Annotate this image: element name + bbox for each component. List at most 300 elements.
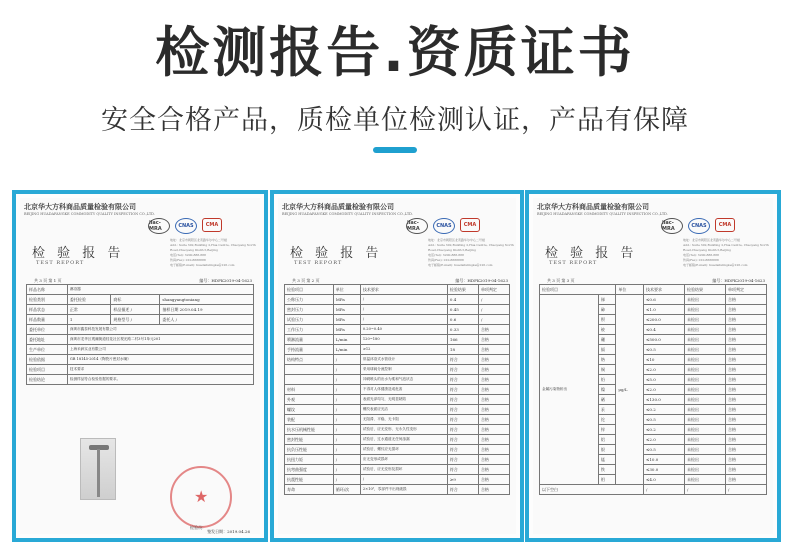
address-line: 电话(Tel): 3200-888-888 bbox=[683, 253, 719, 257]
table-cell: 合格 bbox=[478, 365, 509, 375]
table-cell: 符合 bbox=[447, 395, 478, 405]
table-cell: 合格 bbox=[478, 345, 509, 355]
table-cell: 技术要求 bbox=[644, 285, 685, 295]
table-cell: 未检出 bbox=[685, 405, 726, 415]
table-cell: 未检出 bbox=[685, 355, 726, 365]
table-cell: ≤10.0 bbox=[644, 455, 685, 465]
table-cell: 0.45 bbox=[447, 305, 478, 315]
page-number: 共 3 页 第 2 页 bbox=[292, 278, 320, 283]
address-line: 传真(Fax): 010-8888888 bbox=[170, 258, 206, 262]
table-cell: 166 bbox=[447, 335, 478, 345]
table-row bbox=[27, 335, 254, 345]
cma-logo: CMA bbox=[460, 218, 480, 232]
address-line: 传真(Fax): 010-8888888 bbox=[683, 258, 719, 262]
table-cell: 符合 bbox=[447, 415, 478, 425]
table-cell: 未检出 bbox=[685, 295, 726, 305]
address-line: 地址：北京市朝阳区北苑路华尔中心二号楼 bbox=[428, 238, 486, 242]
table-cell: 合格 bbox=[725, 455, 766, 465]
table-cell: 试验后，螺纹应无损坏 bbox=[360, 445, 447, 455]
table-cell: 抽样日期 2019.04.19 bbox=[160, 305, 254, 315]
table-cell: 合格 bbox=[725, 445, 766, 455]
table-cell: 采用球阀分流控制 bbox=[360, 365, 447, 375]
table-cell: 砷 bbox=[598, 305, 616, 315]
table-cell: 检验依据 bbox=[27, 355, 68, 365]
report-title-en: TEST REPORT bbox=[294, 260, 343, 266]
table-cell: 0.33 bbox=[447, 325, 478, 335]
table-cell: 生产单位 bbox=[27, 345, 68, 355]
table-cell: 铅 bbox=[598, 375, 616, 385]
table-cell: / bbox=[333, 365, 360, 375]
table-cell: 银 bbox=[598, 445, 616, 455]
report-document bbox=[20, 198, 260, 534]
table-cell: / bbox=[725, 485, 766, 495]
table-cell: 符合 bbox=[447, 455, 478, 465]
table-cell: 合格 bbox=[725, 345, 766, 355]
table-cell: 抗弯曲强度 bbox=[285, 465, 334, 475]
shower-rod-shape bbox=[97, 449, 100, 497]
table-cell: MPa bbox=[333, 325, 360, 335]
table-cell: / bbox=[360, 305, 447, 315]
table-cell: 锌 bbox=[598, 425, 616, 435]
cert-logos bbox=[406, 218, 480, 234]
cert-logos bbox=[661, 218, 735, 234]
table-cell: 0.20~0.40 bbox=[360, 325, 447, 335]
table-cell: ≤30.0 bbox=[644, 465, 685, 475]
table-cell: 0.6 bbox=[447, 315, 478, 325]
report-table bbox=[539, 284, 767, 495]
table-cell: 未检出 bbox=[685, 375, 726, 385]
table-cell: / bbox=[333, 355, 360, 365]
report-title-en: TEST REPORT bbox=[36, 260, 85, 266]
table-cell: 单项判定 bbox=[725, 285, 766, 295]
table-cell: 试验后，应无变形、无永久性变形 bbox=[360, 425, 447, 435]
table-row bbox=[540, 485, 767, 495]
address-line: 电子邮箱(E-mail): huadahxlingke@126.com bbox=[170, 263, 235, 267]
table-cell: 硒 bbox=[598, 395, 616, 405]
table-cell: ≥12 bbox=[360, 345, 447, 355]
table-cell: 铬 bbox=[598, 355, 616, 365]
org-name-en: BEIJING HUADAFANGKE COMMODITY QUALITY INSPECTION CO.,LTD. bbox=[282, 212, 413, 216]
table-cell: 未检出 bbox=[685, 435, 726, 445]
table-cell: shangyangtoniang bbox=[160, 295, 254, 305]
table-cell: 样品状态 bbox=[27, 305, 68, 315]
table-cell: 外观 bbox=[285, 395, 334, 405]
table-cell: 合格 bbox=[725, 465, 766, 475]
table-cell: / bbox=[333, 445, 360, 455]
page-number: 共 3 页 第 3 页 bbox=[547, 278, 575, 283]
table-cell: 合格 bbox=[725, 375, 766, 385]
table-cell: 铝 bbox=[598, 435, 616, 445]
table-cell: 未检出 bbox=[685, 475, 726, 485]
report-number: 编号：HDFK2019-04-1623 bbox=[199, 278, 252, 283]
table-cell: MPa bbox=[333, 315, 360, 325]
table-row bbox=[285, 395, 510, 405]
table-cell: / bbox=[360, 475, 447, 485]
table-cell: 合格 bbox=[725, 335, 766, 345]
table-row bbox=[540, 285, 767, 295]
table-row bbox=[285, 355, 510, 365]
table-cell: 0.4 bbox=[447, 295, 478, 305]
table-cell: 合格 bbox=[725, 435, 766, 445]
table-cell: 公称压力 bbox=[285, 295, 334, 305]
table-cell: L/min bbox=[333, 335, 360, 345]
table-cell: 铍 bbox=[598, 325, 616, 335]
table-row bbox=[285, 335, 510, 345]
table-cell: 抗扭力矩 bbox=[285, 455, 334, 465]
table-cell: / bbox=[478, 295, 509, 305]
table-row bbox=[285, 375, 510, 385]
table-cell: 符合 bbox=[447, 465, 478, 475]
table-cell: ≤130.0 bbox=[644, 395, 685, 405]
address-line: 地址：北京市朝阳区北苑路华尔中心二号楼 bbox=[170, 238, 228, 242]
table-cell: 锰 bbox=[598, 455, 616, 465]
table-cell: 抗震性能 bbox=[285, 475, 334, 485]
table-row bbox=[285, 305, 510, 315]
address-line: Add.: Suite 302,Building 2,Hua Centre, Chaoyang North bbox=[683, 243, 769, 247]
table-cell: / bbox=[333, 375, 360, 385]
table-cell: 深圳市鑫泰科技发展有限公司 bbox=[67, 325, 253, 335]
report-document bbox=[278, 198, 516, 534]
table-cell: 密封压力 bbox=[285, 305, 334, 315]
official-seal bbox=[170, 466, 232, 528]
table-cell: 合格 bbox=[725, 315, 766, 325]
table-cell: 样品名称 bbox=[27, 285, 68, 295]
table-cell: 抗负压性能 bbox=[285, 445, 334, 455]
org-name-en: BEIJING HUADAFANGKE COMMODITY QUALITY INSPECTION CO.,LTD. bbox=[537, 212, 668, 216]
table-row bbox=[285, 415, 510, 425]
table-cell: L/min bbox=[333, 345, 360, 355]
address-line: 电子邮箱(E-mail): huadahxlingke@126.com bbox=[428, 263, 493, 267]
address-line: 电话(Tel): 3200-888-888 bbox=[428, 253, 464, 257]
table-cell: 铊 bbox=[598, 415, 616, 425]
report-card-1[interactable] bbox=[12, 190, 268, 542]
table-cell: 合格 bbox=[478, 325, 509, 335]
table-row bbox=[285, 475, 510, 485]
table-row bbox=[285, 345, 510, 355]
table-cell: 合格 bbox=[478, 445, 509, 455]
table-cell bbox=[285, 375, 334, 385]
table-cell: 技术要求 bbox=[360, 285, 447, 295]
table-cell: MPa bbox=[333, 295, 360, 305]
table-cell: 合格 bbox=[725, 295, 766, 305]
table-cell: 未检出 bbox=[685, 415, 726, 425]
table-cell: 检验类别 bbox=[27, 295, 68, 305]
table-cell: 冲刷喷头的出水为柔和气泡状态 bbox=[360, 375, 447, 385]
table-cell: 螺纹表面应光洁 bbox=[360, 405, 447, 415]
address-line: Road,Chaoyang District,Beijing bbox=[170, 248, 218, 252]
table-cell: 合格 bbox=[725, 325, 766, 335]
cert-logos bbox=[148, 218, 222, 234]
table-cell: 检验项目 bbox=[27, 365, 68, 375]
table-cell: 合格 bbox=[725, 395, 766, 405]
table-cell: 螺纹 bbox=[285, 405, 334, 415]
table-cell: 检测样品符合检验依据的要求。 bbox=[67, 375, 253, 385]
table-cell: 符合 bbox=[447, 385, 478, 395]
table-cell: 合格 bbox=[478, 355, 509, 365]
table-cell: GB 18145-2014《陶瓷片密封水嘴》 bbox=[67, 355, 253, 365]
table-cell: 单位 bbox=[616, 285, 644, 295]
table-cell: 18 bbox=[447, 345, 478, 355]
table-row bbox=[285, 455, 510, 465]
table-cell: 合格 bbox=[478, 455, 509, 465]
table-cell: 无阻滞、平稳、无卡阻 bbox=[360, 415, 447, 425]
report-card-2[interactable] bbox=[270, 190, 524, 542]
report-document bbox=[533, 198, 773, 534]
table-cell: 上海禾润实业有限公司 bbox=[67, 345, 253, 355]
table-cell: 合格 bbox=[478, 375, 509, 385]
table-cell: / bbox=[333, 405, 360, 415]
table-cell: / bbox=[333, 435, 360, 445]
table-cell: 未检出 bbox=[685, 365, 726, 375]
table-cell: 喷淋流量 bbox=[285, 335, 334, 345]
page-number: 共 3 页 第 1 页 bbox=[34, 278, 62, 283]
table-cell: 镍 bbox=[598, 385, 616, 395]
table-cell: 铁 bbox=[598, 465, 616, 475]
table-cell: 1 bbox=[67, 315, 111, 325]
table-cell: 未检出 bbox=[685, 315, 726, 325]
table-cell: 抗水压机械性能 bbox=[285, 425, 334, 435]
report-number: 编号：HDFK2019-04-1623 bbox=[712, 278, 765, 283]
product-photo bbox=[80, 438, 116, 500]
table-cell: 装配 bbox=[285, 415, 334, 425]
table-cell: ≤1.0 bbox=[644, 305, 685, 315]
table-cell: 未检出 bbox=[685, 345, 726, 355]
table-cell: 表面光泽均匀，无明显缺陷 bbox=[360, 395, 447, 405]
table-cell: 试验后，应无变形及损坏 bbox=[360, 465, 447, 475]
table-cell: 材料 bbox=[285, 385, 334, 395]
table-cell: 深圳市龙华区观澜街道桂花社区观光路二村3号1单元201 bbox=[67, 335, 253, 345]
table-cell: 合格 bbox=[725, 475, 766, 485]
table-cell: 规格型号 / bbox=[111, 315, 160, 325]
table-cell: 硼 bbox=[598, 335, 616, 345]
table-cell: 以下空白 bbox=[540, 485, 644, 495]
table-cell: 未检出 bbox=[685, 445, 726, 455]
table-row bbox=[27, 365, 254, 375]
report-title: 检 验 报 告 bbox=[32, 246, 125, 261]
table-cell: 试验压力 bbox=[285, 315, 334, 325]
table-cell: 淋浴器 bbox=[67, 285, 253, 295]
report-title-en: TEST REPORT bbox=[549, 260, 598, 266]
table-cell: 未检出 bbox=[685, 305, 726, 315]
table-cell: 合格 bbox=[478, 415, 509, 425]
table-cell: 合格 bbox=[725, 355, 766, 365]
table-cell: 合格 bbox=[478, 425, 509, 435]
table-cell: / bbox=[333, 475, 360, 485]
table-cell: / bbox=[478, 315, 509, 325]
table-cell: 商标 bbox=[111, 295, 160, 305]
table-row bbox=[285, 315, 510, 325]
table-row bbox=[27, 325, 254, 335]
address-line: 电话(Tel): 3200-888-888 bbox=[170, 253, 206, 257]
seal-star-icon: ★ bbox=[194, 487, 209, 506]
table-cell: 单位 bbox=[333, 285, 360, 295]
address-line: Road,Chaoyang District,Beijing bbox=[428, 248, 476, 252]
table-cell: 符合 bbox=[447, 425, 478, 435]
table-cell: 未检出 bbox=[685, 335, 726, 345]
table-cell: 符合 bbox=[447, 355, 478, 365]
table-cell: 合格 bbox=[725, 415, 766, 425]
table-cell: ≤0.2 bbox=[644, 425, 685, 435]
table-cell: 手持流量 bbox=[285, 345, 334, 355]
accent-divider bbox=[373, 147, 417, 153]
table-cell: 委托地址 bbox=[27, 335, 68, 345]
table-cell: 合格 bbox=[478, 385, 509, 395]
table-cell: / bbox=[360, 295, 447, 305]
table-cell: 合格 bbox=[478, 485, 509, 495]
table-cell: MPa bbox=[333, 305, 360, 315]
table-cell: 镉 bbox=[598, 345, 616, 355]
table-cell: 寿命 bbox=[285, 485, 334, 495]
table-row bbox=[540, 295, 767, 305]
table-cell: / bbox=[685, 485, 726, 495]
table-cell: 样品描述 / bbox=[111, 305, 160, 315]
ilac-logo: ilac-MRA bbox=[148, 218, 170, 234]
table-cell: / bbox=[333, 465, 360, 475]
table-cell: 正常 bbox=[67, 305, 111, 315]
table-cell: 检验项目 bbox=[540, 285, 616, 295]
table-cell: ≤0.6 bbox=[644, 295, 685, 305]
table-cell: 符合 bbox=[447, 405, 478, 415]
table-cell: ≤0.5 bbox=[644, 345, 685, 355]
table-cell: 合格 bbox=[725, 405, 766, 415]
table-cell: ≤2.0 bbox=[644, 365, 685, 375]
table-cell: / bbox=[333, 385, 360, 395]
table-cell: 钡 bbox=[598, 315, 616, 325]
org-name: 北京华大方科商品质量检验有限公司 bbox=[537, 202, 649, 211]
report-number: 编号：HDFK2019-04-1623 bbox=[455, 278, 508, 283]
table-cell: 符合 bbox=[447, 365, 478, 375]
table-cell: 试验后，过水通道无任何渗漏 bbox=[360, 435, 447, 445]
table-cell: 合格 bbox=[478, 335, 509, 345]
table-cell bbox=[285, 365, 334, 375]
table-row bbox=[285, 385, 510, 395]
table-cell: 铜 bbox=[598, 365, 616, 375]
table-cell: 检验项目 bbox=[285, 285, 334, 295]
table-cell: / bbox=[478, 305, 509, 315]
address-line: 地址：北京市朝阳区北苑路华尔中心二号楼 bbox=[683, 238, 741, 242]
table-cell: 合格 bbox=[725, 305, 766, 315]
report-title: 检 验 报 告 bbox=[290, 246, 383, 261]
table-cell: ≤500.0 bbox=[644, 335, 685, 345]
table-row bbox=[285, 405, 510, 415]
table-cell: ≤2.0 bbox=[644, 435, 685, 445]
table-cell: ≥9 bbox=[447, 475, 478, 485]
table-cell: 未检出 bbox=[685, 325, 726, 335]
table-row bbox=[285, 445, 510, 455]
table-cell: 合格 bbox=[478, 435, 509, 445]
table-cell: ≤200.0 bbox=[644, 315, 685, 325]
table-cell: 钼 bbox=[598, 475, 616, 485]
table-cell: ≤10 bbox=[644, 355, 685, 365]
table-cell: 检验结果 bbox=[685, 285, 726, 295]
table-row bbox=[27, 315, 254, 325]
table-row bbox=[285, 425, 510, 435]
address-line: Road,Chaoyang District,Beijing bbox=[683, 248, 731, 252]
table-cell: / bbox=[360, 315, 447, 325]
table-cell: 2×10⁵，零部件不出现破损 bbox=[360, 485, 447, 495]
table-row bbox=[285, 365, 510, 375]
address-line: Add.: Suite 302,Building 2,Hua Centre, Chaoyang North bbox=[428, 243, 514, 247]
address-line: Add.: Suite 302,Building 2,Hua Centre, Chaoyang North bbox=[170, 243, 256, 247]
cma-logo: CMA bbox=[202, 218, 222, 232]
sign-date: 签发日期：2019.04.26 bbox=[207, 529, 250, 534]
table-cell: 未检出 bbox=[685, 465, 726, 475]
table-cell: 应无变形或损坏 bbox=[360, 455, 447, 465]
ilac-logo: ilac-MRA bbox=[406, 218, 428, 234]
table-cell: 结构特点 bbox=[285, 355, 334, 365]
table-cell: / bbox=[333, 395, 360, 405]
table-cell: 合格 bbox=[725, 385, 766, 395]
org-name-en: BEIJING HUADAFANGKE COMMODITY QUALITY INSPECTION CO.,LTD. bbox=[24, 212, 155, 216]
page-subtitle: 安全合格产品，质检单位检测认证，产品有保障 bbox=[101, 105, 689, 136]
table-cell: 符合 bbox=[447, 445, 478, 455]
table-cell: 技术要求 bbox=[67, 365, 253, 375]
org-name: 北京华大方科商品质量检验有限公司 bbox=[24, 202, 136, 211]
table-cell: 120~180 bbox=[360, 335, 447, 345]
table-row bbox=[27, 355, 254, 365]
table-cell: ≤5.0 bbox=[644, 375, 685, 385]
table-row bbox=[285, 465, 510, 475]
table-cell: 委托检验 bbox=[67, 295, 111, 305]
table-cell: 合格 bbox=[725, 425, 766, 435]
report-card-3[interactable] bbox=[525, 190, 781, 542]
org-address bbox=[170, 238, 260, 268]
table-row bbox=[27, 305, 254, 315]
table-cell: ≤2.0 bbox=[644, 385, 685, 395]
table-row bbox=[285, 295, 510, 305]
table-cell: 未检出 bbox=[685, 385, 726, 395]
table-cell: μg/L bbox=[616, 295, 644, 485]
table-cell: 工作压力 bbox=[285, 325, 334, 335]
table-cell: 合格 bbox=[478, 395, 509, 405]
cnas-logo: CNAS bbox=[175, 218, 197, 234]
table-cell: ≤4.0 bbox=[644, 475, 685, 485]
address-line: 电子邮箱(E-mail): huadahxlingke@126.com bbox=[683, 263, 748, 267]
table-cell: 符合 bbox=[447, 485, 478, 495]
table-cell: 常温沐浴式水管设计 bbox=[360, 355, 447, 365]
org-address bbox=[428, 238, 518, 268]
cma-logo: CMA bbox=[715, 218, 735, 232]
table-cell: 单项判定 bbox=[478, 285, 509, 295]
table-cell: 符合 bbox=[447, 375, 478, 385]
table-cell: 密封性能 bbox=[285, 435, 334, 445]
table-row bbox=[285, 285, 510, 295]
table-cell: / bbox=[333, 425, 360, 435]
org-address bbox=[683, 238, 773, 268]
address-line: 传真(Fax): 010-8888888 bbox=[428, 258, 464, 262]
table-cell: 委托人 / bbox=[160, 315, 254, 325]
table-cell: 未检出 bbox=[685, 395, 726, 405]
table-cell: ≤0.5 bbox=[644, 415, 685, 425]
table-cell: 检验结果 bbox=[447, 285, 478, 295]
tester-label: 检验员： bbox=[190, 525, 206, 530]
table-cell: / bbox=[644, 485, 685, 495]
table-cell: / bbox=[333, 455, 360, 465]
table-cell: 未检出 bbox=[685, 425, 726, 435]
report-table bbox=[284, 284, 510, 495]
ilac-logo: ilac-MRA bbox=[661, 218, 683, 234]
table-cell: 循环/次 bbox=[333, 485, 360, 495]
table-cell: 合格 bbox=[478, 405, 509, 415]
report-table bbox=[26, 284, 254, 385]
table-row bbox=[27, 345, 254, 355]
table-cell: 不得对人体健康造成危害 bbox=[360, 385, 447, 395]
table-cell: ≤0.5 bbox=[644, 445, 685, 455]
table-row bbox=[27, 375, 254, 385]
table-row bbox=[285, 325, 510, 335]
table-cell: / bbox=[333, 415, 360, 425]
table-row bbox=[27, 295, 254, 305]
